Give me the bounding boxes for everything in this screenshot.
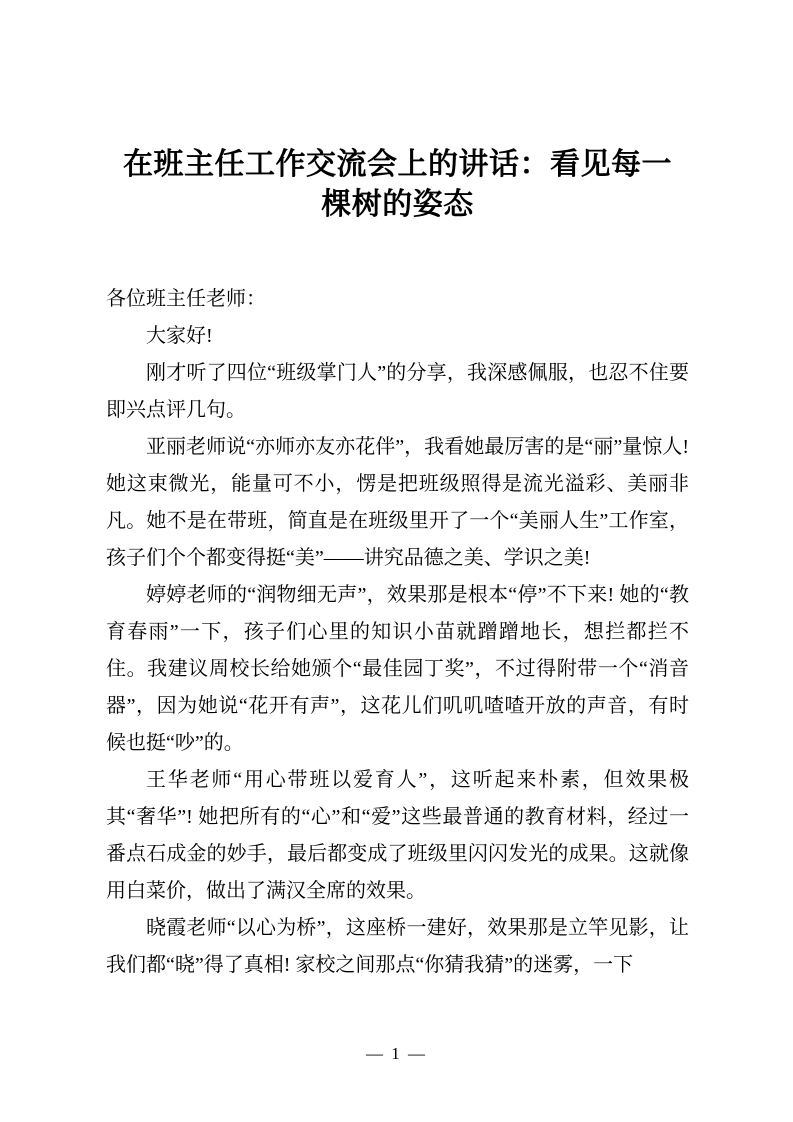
paragraph-teacher-wanghua: 王华老师“用心带班以爱育人”，这听起来朴素，但效果极其“奢华”! 她把所有的“心”和“爱”这些最普通的教育材料，经过一番点石成金的妙手，最后都变成了班级里闪闪发光的成果。这就像用白菜价，做出了满汉全席的效果。 xyxy=(106,769,689,902)
document-title: 在班主任工作交流会上的讲话：看见每一棵树的姿态 xyxy=(123,148,672,221)
document-body xyxy=(106,281,689,984)
paragraph-teacher-yali: 亚丽老师说“亦师亦友亦花伴”，我看她最厉害的是“丽”量惊人! 她这束微光，能量可不小，愣是把班级照得是流光溢彩、美丽非凡。她不是在带班，简直是在班级里开了一个“美丽人生”工作室，孩子们个个都变得挺“美”——讲究品德之美、学识之美! xyxy=(106,436,689,569)
paragraph-teacher-tingting: 婷婷老师的“润物细无声”，效果那是根本“停”不下来! 她的“教育春雨”一下，孩子们心里的知识小苗就蹭蹭地长，想拦都拦不住。我建议周校长给她颁个“最佳园丁奖”，不过得附带一个“消音器”，因为她说“花开有声”，这花儿们叽叽喳喳开放的声音，有时候也挺“吵”的。 xyxy=(106,584,689,754)
page-footer xyxy=(0,1044,793,1064)
paragraph-salutation: 各位班主任老师： xyxy=(106,288,266,310)
page-number: — 1 — xyxy=(366,1044,427,1063)
paragraph-intro: 刚才听了四位“班级掌门人”的分享，我深感佩服，也忍不住要即兴点评几句。 xyxy=(106,362,689,421)
paragraph-greeting: 大家好! xyxy=(146,325,213,347)
paragraph-teacher-xiaoxia: 晓霞老师“以心为桥”，这座桥一建好，效果那是立竿见影，让我们都“晓”得了真相! 家校之间那点“你猜我猜”的迷雾，一下 xyxy=(106,917,689,976)
